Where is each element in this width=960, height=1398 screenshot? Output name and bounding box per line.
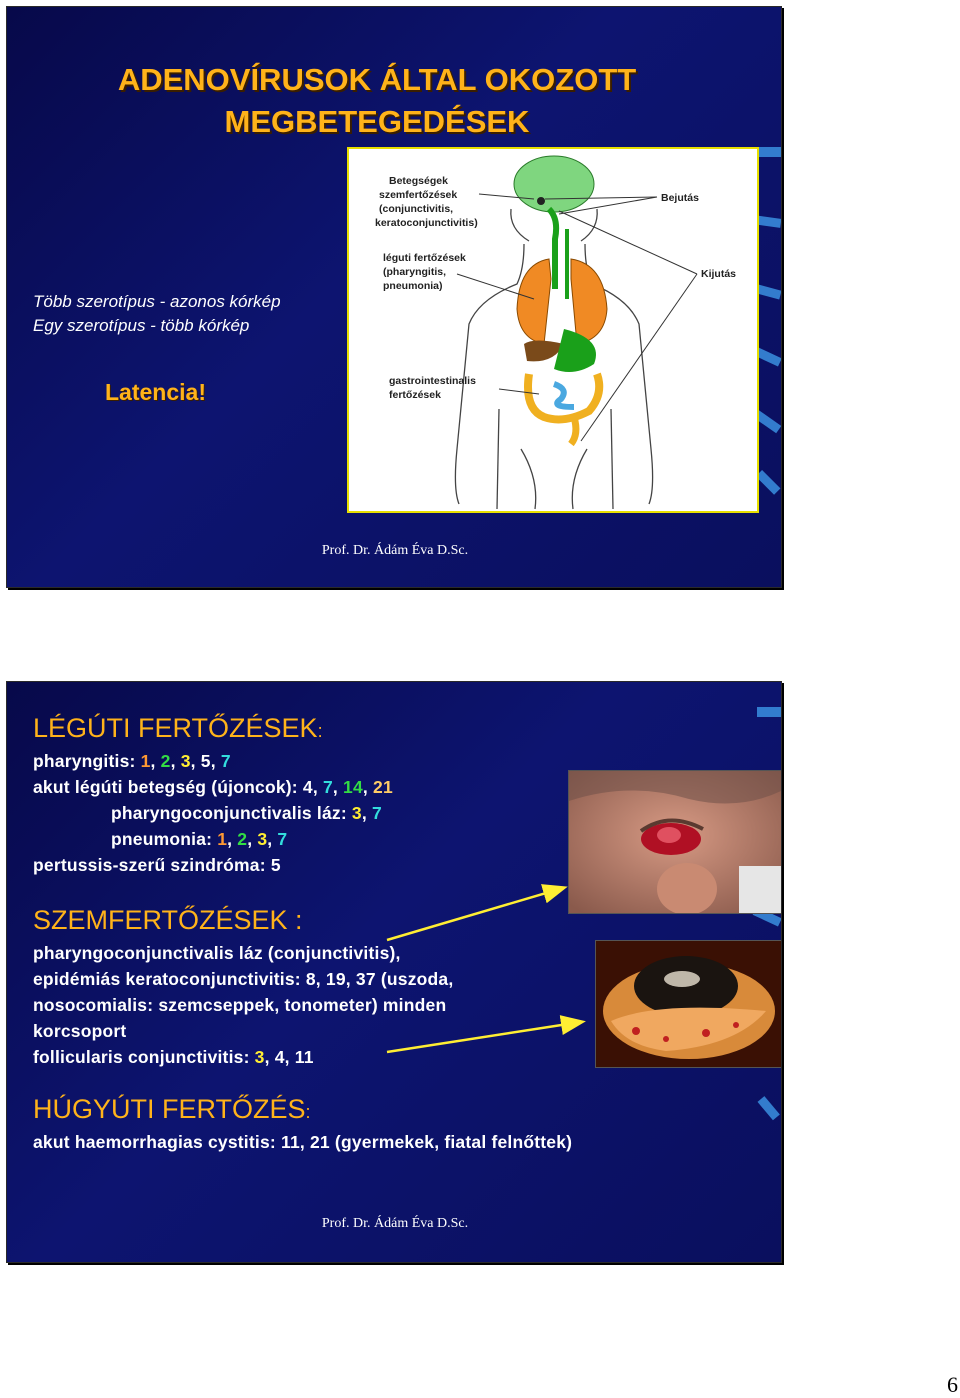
eye-line-1: pharyngoconjunctivalis láz (conjunctivitis), — [33, 943, 401, 963]
label-gastro-2: fertőzések — [389, 389, 441, 401]
line-follicularis: follicularis conjunctivitis: 3, 4, 11 — [33, 1047, 314, 1067]
line-pharyngitis: pharyngitis: 1, 2, 3, 5, 7 — [33, 751, 231, 771]
serotype-num: 14 — [343, 777, 363, 797]
serotype-num: 3 — [254, 1047, 265, 1067]
serotype-num: 1 — [140, 751, 151, 771]
pneumonia-label: pneumonia: — [111, 829, 218, 849]
label-pharyngitis: (pharyngitis, — [383, 266, 447, 278]
arrow-to-photo-1 — [387, 888, 563, 940]
slide-2-footer: Prof. Dr. Ádám Éva D.Sc. — [321, 1216, 469, 1231]
serotype-num: 7 — [277, 829, 288, 849]
serotype-num: 3 — [351, 803, 362, 823]
serotype-num: 4 — [302, 777, 313, 797]
serotype-num: 1 — [217, 829, 228, 849]
heading-colon: : — [305, 1102, 311, 1122]
pcf-label: pharyngoconjunctivalis láz: — [111, 803, 352, 823]
page-number: 6 — [947, 1372, 958, 1397]
label-keratoconjunctivitis: keratoconjunctivitis) — [375, 217, 478, 229]
eye-line-2: epidémiás keratoconjunctivitis: 8, 19, 37 (uszoda, — [33, 969, 454, 989]
akut-label: akut légúti betegség (újoncok): — [33, 777, 303, 797]
eye-line-4: korcsoport — [33, 1021, 127, 1041]
label-bejutas: Bejutás — [661, 192, 699, 204]
anatomy-figure — [349, 149, 757, 511]
title-line-1: ADENOVÍRUSOK ÁLTAL OKOZOTT — [117, 62, 637, 97]
body-diagram — [347, 147, 759, 513]
title-line-2: MEGBETEGEDÉSEK — [224, 104, 530, 139]
eye-line-3: nosocomialis: szemcseppek, tonometer) minden — [33, 995, 447, 1015]
label-pneumonia: pneumonia) — [383, 280, 443, 292]
bullet-1: Több szerotípus - azonos kórkép — [33, 292, 281, 311]
line-pneumonia: pneumonia: 1, 2, 3, 7 — [111, 829, 288, 849]
slide-2 — [6, 681, 782, 1263]
label-betegsegek: Betegségek — [389, 175, 448, 187]
serotype-num: 7 — [220, 751, 231, 771]
serotype-num: 2 — [237, 829, 248, 849]
label-leguti: léguti fertőzések — [383, 252, 466, 264]
serotype-num: 7 — [322, 777, 333, 797]
label-gastro-1: gastrointestinalis — [389, 375, 476, 387]
line-akut-leguti: akut légúti betegség (újoncok): 4, 7, 14, 21 — [33, 777, 393, 797]
heading-colon: : — [317, 721, 323, 741]
heading-hugyuti-text: HÚGYÚTI FERTŐZÉS — [33, 1094, 306, 1124]
arrow-to-photo-2 — [387, 1022, 581, 1052]
serotype-num: 3 — [180, 751, 191, 771]
serotype-num: 3 — [257, 829, 268, 849]
bullet-2: Egy szerotípus - több kórkép — [33, 316, 250, 335]
heading-leguti-text: LÉGÚTI FERTŐZÉSEK — [33, 713, 318, 743]
pertussis-label: pertussis-szerű szindróma: — [33, 855, 271, 875]
serotype-num: 5 — [270, 855, 281, 875]
serotype-num: 21 — [373, 777, 393, 797]
heading-hugyuti — [33, 1093, 311, 1128]
latencia-label: Latencia! — [105, 379, 206, 405]
serotype-num: 5 — [200, 751, 211, 771]
label-szemfertozesek: szemfertőzések — [379, 189, 458, 201]
slide-1-title — [7, 59, 747, 143]
serotype-num: 2 — [160, 751, 171, 771]
pointer-arrows — [7, 682, 782, 1262]
heading-colon: : — [287, 905, 303, 935]
heading-szem-text: SZEMFERTŐZÉSEK — [33, 905, 288, 935]
slide-1 — [6, 6, 782, 588]
serotype-num: 4 — [274, 1047, 285, 1067]
pharyngitis-label: pharyngitis: — [33, 751, 141, 771]
line-cystitis: akut haemorrhagias cystitis: 11, 21 (gyermekek, fiatal felnőttek) — [33, 1132, 573, 1152]
serotype-num: 7 — [371, 803, 382, 823]
serotype-num: 11 — [294, 1047, 314, 1067]
slide-1-footer: Prof. Dr. Ádám Éva D.Sc. — [321, 543, 469, 558]
follicularis-label: follicularis conjunctivitis: — [33, 1047, 255, 1067]
label-conjunctivitis: (conjunctivitis, — [379, 203, 454, 215]
line-pcf: pharyngoconjunctivalis láz: 3, 7 — [111, 803, 382, 823]
label-kijutas: Kijutás — [701, 268, 737, 280]
